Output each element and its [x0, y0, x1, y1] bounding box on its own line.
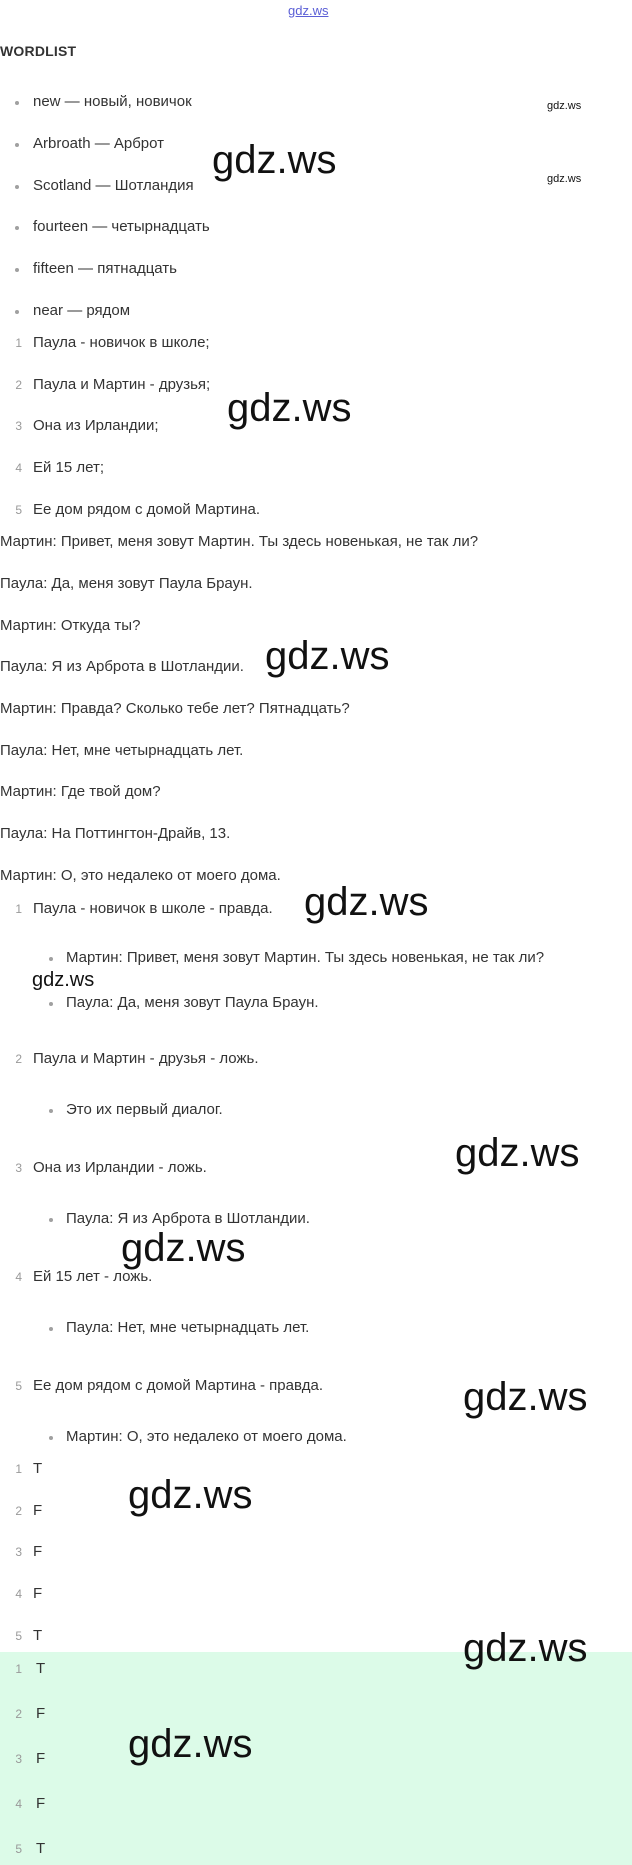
- dialogue-line: Мартин: Где твой дом?: [0, 783, 161, 800]
- answer-item: T: [36, 1840, 46, 1857]
- dialogue-line: Мартин: Откуда ты?: [0, 617, 141, 634]
- analysis-item: Она из Ирландии - ложь.: [33, 1159, 207, 1176]
- dialogue-line: Паула: Да, меня зовут Паула Браун.: [0, 575, 253, 592]
- analysis-item: Ее дом рядом с домой Мартина - правда.: [33, 1377, 324, 1394]
- wordlist-item: Arbroath — Арброт: [33, 135, 165, 152]
- list-number: 3: [15, 1752, 22, 1766]
- answer-item: F: [33, 1543, 43, 1560]
- wordlist-item: Scotland — Шотландия: [33, 177, 194, 194]
- watermark: gdz.ws: [32, 969, 95, 991]
- list-number: 3: [15, 1545, 22, 1559]
- watermark: gdz.ws: [128, 1473, 253, 1517]
- answers-highlight-block: [0, 1652, 632, 1865]
- watermark: gdz.ws: [212, 138, 337, 182]
- dialogue-line: Мартин: О, это недалеко от моего дома.: [0, 867, 281, 884]
- list-number: 5: [15, 1629, 22, 1643]
- list-number: 3: [15, 419, 22, 433]
- list-number: 1: [15, 1662, 22, 1676]
- list-number: 1: [15, 902, 22, 916]
- list-number: 4: [15, 461, 22, 475]
- watermark: gdz.ws: [227, 386, 352, 430]
- list-number: 4: [15, 1270, 22, 1284]
- watermark: gdz.ws: [304, 880, 429, 924]
- watermark: gdz.ws: [547, 173, 582, 185]
- bullet-icon: [49, 957, 53, 961]
- bullet-icon: [49, 1218, 53, 1222]
- dialogue-line: Мартин: Привет, меня зовут Мартин. Ты здесь новенькая, не так ли?: [0, 533, 479, 550]
- list-number: 3: [15, 1161, 22, 1175]
- list-number: 2: [15, 1052, 22, 1066]
- bullet-icon: [15, 143, 19, 147]
- wordlist-heading: WORDLIST: [0, 43, 77, 59]
- answer-item: F: [36, 1795, 46, 1812]
- answer-item: F: [36, 1705, 46, 1722]
- statement-item: Она из Ирландии;: [33, 417, 159, 434]
- list-number: 1: [15, 1462, 22, 1476]
- evidence-item: Мартин: О, это недалеко от моего дома.: [66, 1428, 347, 1445]
- bullet-icon: [15, 268, 19, 272]
- bullet-icon: [15, 185, 19, 189]
- analysis-item: Ей 15 лет - ложь.: [33, 1268, 153, 1285]
- answer-item: T: [36, 1660, 46, 1677]
- bullet-icon: [49, 1436, 53, 1440]
- bullet-icon: [15, 101, 19, 105]
- answer-item: F: [33, 1502, 43, 1519]
- dialogue-line: Паула: Я из Арброта в Шотландии.: [0, 658, 244, 675]
- answer-item: F: [36, 1750, 46, 1767]
- watermark-top-link[interactable]: gdz.ws: [288, 3, 329, 18]
- list-number: 5: [15, 503, 22, 517]
- list-number: 4: [15, 1797, 22, 1811]
- watermark: gdz.ws: [547, 100, 582, 112]
- bullet-icon: [49, 1109, 53, 1113]
- list-number: 5: [15, 1379, 22, 1393]
- statement-item: Ей 15 лет;: [33, 459, 105, 476]
- answer-item: T: [33, 1460, 43, 1477]
- watermark: gdz.ws: [121, 1226, 246, 1270]
- watermark: gdz.ws: [463, 1375, 588, 1419]
- watermark: gdz.ws: [265, 634, 390, 678]
- watermark: gdz.ws: [463, 1626, 588, 1670]
- evidence-item: Мартин: Привет, меня зовут Мартин. Ты здесь новенькая, не так ли?: [66, 949, 545, 966]
- list-number: 4: [15, 1587, 22, 1601]
- bullet-icon: [49, 1002, 53, 1006]
- watermark: gdz.ws: [128, 1722, 253, 1766]
- list-number: 2: [15, 1504, 22, 1518]
- statement-item: Паула и Мартин - друзья;: [33, 376, 211, 393]
- analysis-item: Паула - новичок в школе - правда.: [33, 900, 273, 917]
- bullet-icon: [49, 1327, 53, 1331]
- evidence-item: Паула: Да, меня зовут Паула Браун.: [66, 994, 319, 1011]
- dialogue-line: Паула: Нет, мне четырнадцать лет.: [0, 742, 244, 759]
- list-number: 2: [15, 1707, 22, 1721]
- analysis-item: Паула и Мартин - друзья - ложь.: [33, 1050, 259, 1067]
- wordlist-item: fifteen — пятнадцать: [33, 260, 177, 277]
- list-number: 2: [15, 378, 22, 392]
- evidence-item: Паула: Я из Арброта в Шотландии.: [66, 1210, 310, 1227]
- statement-item: Ее дом рядом с домой Мартина.: [33, 501, 260, 518]
- wordlist-item: new — новый, новичок: [33, 93, 192, 110]
- wordlist-item: fourteen — четырнадцать: [33, 218, 210, 235]
- list-number: 5: [15, 1842, 22, 1856]
- evidence-item: Это их первый диалог.: [66, 1101, 223, 1118]
- bullet-icon: [15, 226, 19, 230]
- wordlist-item: near — рядом: [33, 302, 131, 319]
- answer-item: F: [33, 1585, 43, 1602]
- bullet-icon: [15, 310, 19, 314]
- statement-item: Паула - новичок в школе;: [33, 334, 210, 351]
- watermark: gdz.ws: [455, 1131, 580, 1175]
- answer-item: T: [33, 1627, 43, 1644]
- evidence-item: Паула: Нет, мне четырнадцать лет.: [66, 1319, 310, 1336]
- list-number: 1: [15, 336, 22, 350]
- dialogue-line: Мартин: Правда? Сколько тебе лет? Пятнадцать?: [0, 700, 350, 717]
- dialogue-line: Паула: На Поттингтон-Драйв, 13.: [0, 825, 231, 842]
